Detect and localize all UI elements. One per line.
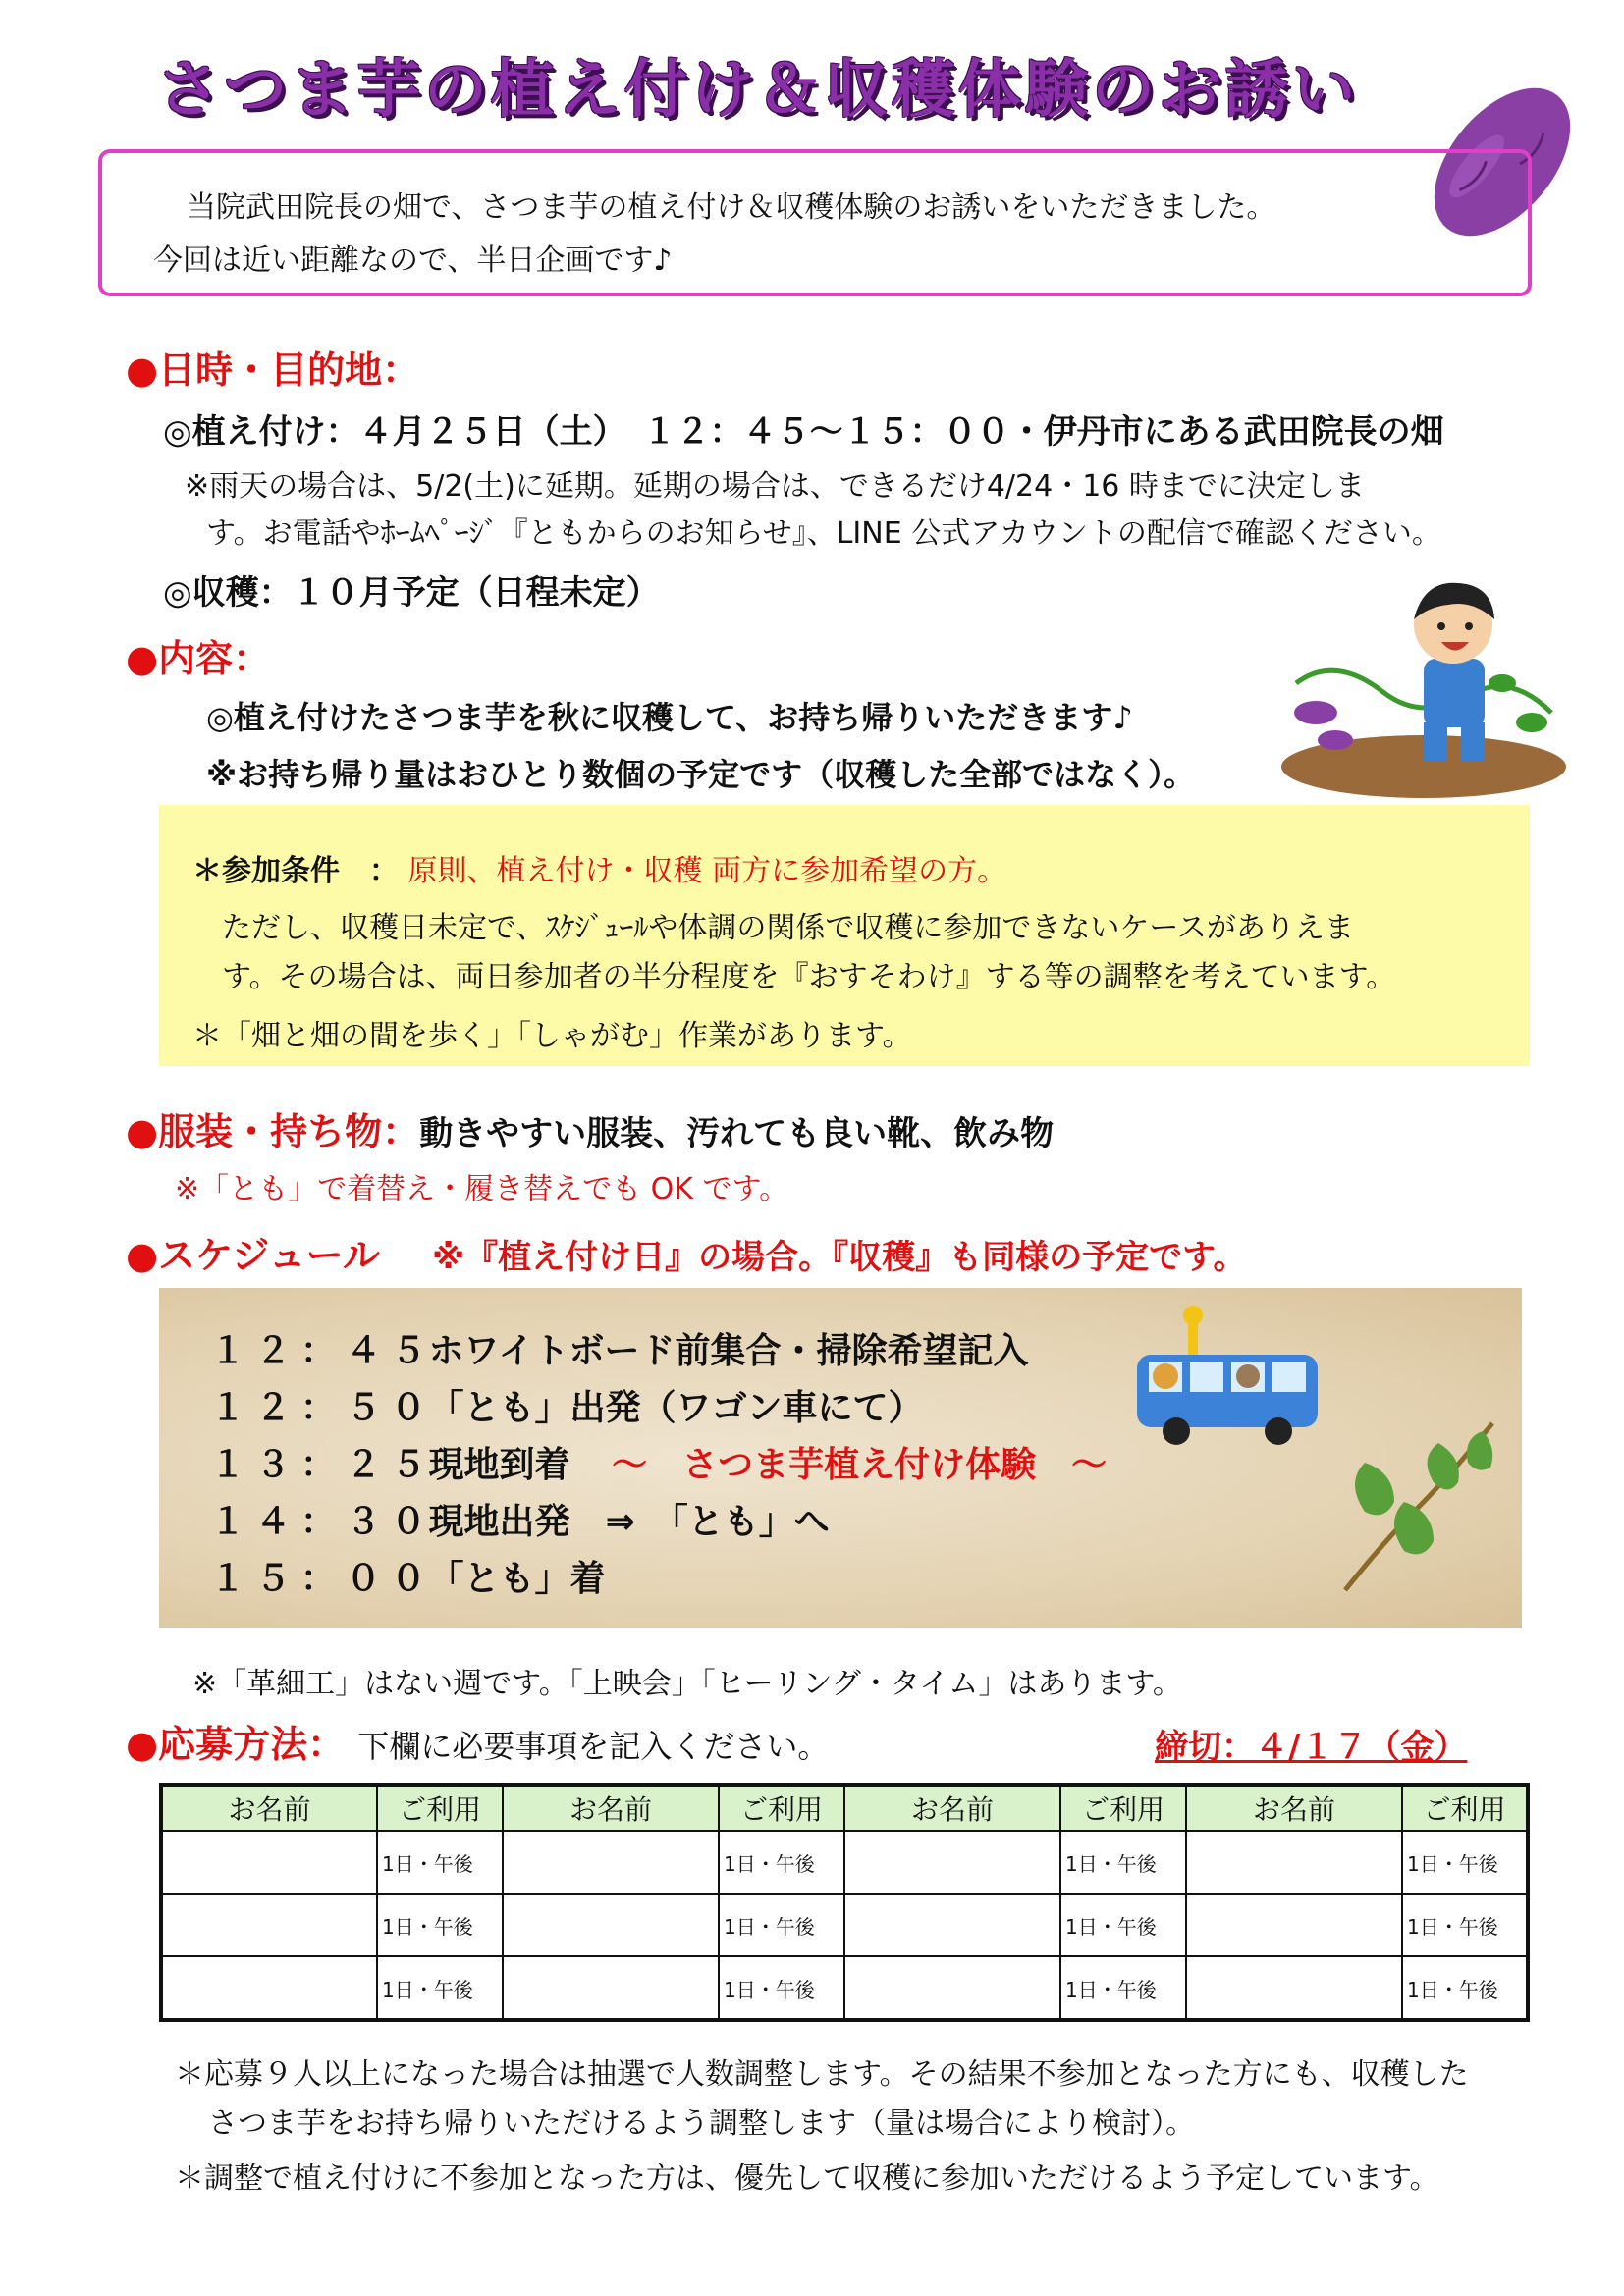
application-colon: ： bbox=[307, 1723, 346, 1766]
page-title: さつま芋の植え付け＆収穫体験のお誘い bbox=[157, 54, 1359, 127]
content-line-2: ※お持ち帰り量はおひとり数個の予定です（収穫した全部ではなく）。 bbox=[206, 756, 1196, 793]
usage-cell[interactable]: 1日・午後 bbox=[1402, 1831, 1528, 1894]
schedule-text: 現地出発 ⇒ 「とも」へ bbox=[428, 1502, 830, 1542]
usage-cell[interactable]: 1日・午後 bbox=[377, 1956, 503, 2020]
usage-cell[interactable]: 1日・午後 bbox=[719, 1831, 844, 1894]
name-cell[interactable] bbox=[503, 1831, 719, 1894]
planting-date: ◎植え付け：４月２５日（土） １２：４５〜１５：００・伊丹市にある武田院長の畑 bbox=[163, 412, 1444, 452]
rain-note-1: ※雨天の場合は、5/2(土)に延期。延期の場合は、できるだけ4/24・16 時までに決定しま bbox=[185, 469, 1365, 504]
usage-cell[interactable]: 1日・午後 bbox=[719, 1956, 844, 2020]
application-heading bbox=[126, 1714, 829, 1768]
boy-harvesting-illustration bbox=[1276, 565, 1571, 801]
schedule-text: 現地到着 bbox=[428, 1445, 570, 1485]
usage-cell[interactable]: 1日・午後 bbox=[1402, 1894, 1528, 1956]
rain-note-2: す。お電話やﾎｰﾑﾍﾟｰｼﾞ『ともからのお知らせ』、LINE 公式アカウントの配信で確認ください。 bbox=[206, 516, 1441, 551]
datetime-heading-label: ●日時・目的地 bbox=[126, 348, 383, 392]
column-header: ご利用 bbox=[719, 1785, 844, 1831]
content-colon: ： bbox=[233, 637, 271, 680]
name-cell[interactable] bbox=[161, 1956, 377, 2020]
datetime-colon: ： bbox=[382, 348, 420, 392]
name-cell[interactable] bbox=[503, 1894, 719, 1956]
schedule-time: １４：３０ bbox=[210, 1502, 437, 1542]
leaves-illustration bbox=[1326, 1404, 1502, 1600]
application-heading-label: ●応募方法 bbox=[126, 1723, 308, 1766]
column-header: お名前 bbox=[503, 1785, 719, 1831]
schedule-heading-label: ●スケジュール bbox=[126, 1234, 380, 1277]
content-heading-label: ●内容 bbox=[126, 637, 234, 680]
name-cell[interactable] bbox=[844, 1831, 1060, 1894]
table-row bbox=[161, 1831, 1528, 1894]
clothing-colon: ： bbox=[382, 1110, 420, 1153]
harvest-date: ◎収穫：１０月予定（日程未定） bbox=[163, 573, 660, 613]
clothing-heading bbox=[126, 1101, 1054, 1155]
schedule-time: １２：４５ bbox=[210, 1331, 437, 1371]
conditions-line-4: ＊「畑と畑の間を歩く」「しゃがむ」作業があります。 bbox=[192, 1019, 912, 1053]
schedule-row bbox=[210, 1551, 606, 1601]
schedule-text: ホワイトボード前集合・掃除希望記入 bbox=[428, 1331, 1029, 1371]
column-header: お名前 bbox=[1186, 1785, 1402, 1831]
usage-cell[interactable]: 1日・午後 bbox=[377, 1894, 503, 1956]
conditions-line-2: ただし、収穫日未定で、ｽｹｼﾞｭｰﾙや体調の関係で収穫に参加できないケースがありえま bbox=[222, 911, 1354, 945]
name-cell[interactable] bbox=[161, 1831, 377, 1894]
schedule-text: 「とも」出発（ワゴン車にて） bbox=[428, 1388, 924, 1428]
schedule-row bbox=[210, 1437, 1107, 1487]
usage-cell[interactable]: 1日・午後 bbox=[1402, 1956, 1528, 2020]
name-cell[interactable] bbox=[844, 1894, 1060, 1956]
deadline: 締切：４/１７（金） bbox=[1155, 1728, 1468, 1767]
usage-cell[interactable]: 1日・午後 bbox=[1060, 1831, 1186, 1894]
schedule-time: １２：５０ bbox=[210, 1388, 437, 1428]
intro-line-2: 今回は近い距離なので、半日企画です♪ bbox=[153, 243, 673, 278]
column-header: お名前 bbox=[844, 1785, 1060, 1831]
conditions-line-3: す。その場合は、両日参加者の半分程度を『おすそわけ』する等の調整を考えています。 bbox=[222, 960, 1396, 994]
footnote-1: ＊応募９人以上になった場合は抽選で人数調整します。その結果不参加となった方にも、収穫した bbox=[175, 2057, 1469, 2092]
column-header: ご利用 bbox=[377, 1785, 503, 1831]
usage-cell[interactable]: 1日・午後 bbox=[719, 1894, 844, 1956]
name-cell[interactable] bbox=[503, 1956, 719, 2020]
table-row bbox=[161, 1956, 1528, 2020]
footnote-3: ＊調整で植え付けに不参加となった方は、優先して収穫に参加いただけるよう予定しています。 bbox=[175, 2162, 1439, 2196]
column-header: お名前 bbox=[161, 1785, 377, 1831]
conditions-value: 原則、植え付け・収穫 両方に参加希望の方。 bbox=[407, 854, 1007, 888]
clothing-heading-label: ●服装・持ち物 bbox=[126, 1110, 383, 1153]
content-heading bbox=[126, 628, 270, 682]
footnote-2: さつま芋をお持ち帰りいただけるよう調整します（量は場合により検討）。 bbox=[208, 2107, 1195, 2141]
schedule-text: 「とも」着 bbox=[428, 1559, 606, 1599]
usage-cell[interactable]: 1日・午後 bbox=[1060, 1956, 1186, 2020]
schedule-row bbox=[210, 1323, 1028, 1373]
column-header: ご利用 bbox=[1060, 1785, 1186, 1831]
table-row bbox=[161, 1894, 1528, 1956]
clothing-value: 動きやすい服装、汚れても良い靴、飲み物 bbox=[419, 1114, 1055, 1153]
application-instruction: 下欄に必要事項を記入ください。 bbox=[357, 1728, 830, 1765]
clothing-note: ※「とも」で着替え・履き替えでも OK です。 bbox=[175, 1172, 789, 1206]
conditions-label: ＊参加条件 ： bbox=[192, 854, 399, 888]
conditions-line-1 bbox=[192, 846, 1006, 889]
name-cell[interactable] bbox=[1186, 1956, 1402, 2020]
name-cell[interactable] bbox=[161, 1894, 377, 1956]
bus-illustration bbox=[1129, 1306, 1326, 1453]
column-header: ご利用 bbox=[1402, 1785, 1528, 1831]
usage-cell[interactable]: 1日・午後 bbox=[377, 1831, 503, 1894]
datetime-heading bbox=[126, 340, 419, 394]
name-cell[interactable] bbox=[844, 1956, 1060, 2020]
schedule-footnote: ※「革細工」はない週です。「上映会」「ヒーリング・タイム」はあります。 bbox=[192, 1667, 1182, 1701]
content-line-1: ◎植え付けたさつま芋を秋に収穫して、お持ち帰りいただきます♪ bbox=[206, 699, 1133, 736]
application-table bbox=[159, 1783, 1530, 2022]
table-header-row bbox=[161, 1785, 1528, 1831]
schedule-time: １３：２５ bbox=[210, 1445, 437, 1485]
schedule-row bbox=[210, 1494, 830, 1544]
schedule-highlight: 〜 さつま芋植え付け体験 〜 bbox=[612, 1445, 1108, 1485]
schedule-note: ※『植え付け日』の場合。『収穫』も同様の予定です。 bbox=[432, 1238, 1247, 1277]
schedule-time: １５：００ bbox=[210, 1559, 437, 1599]
intro-line-1: 当院武田院長の畑で、さつま芋の植え付け＆収穫体験のお誘いをいただきました。 bbox=[187, 190, 1276, 225]
schedule-row bbox=[210, 1380, 924, 1430]
name-cell[interactable] bbox=[1186, 1894, 1402, 1956]
usage-cell[interactable]: 1日・午後 bbox=[1060, 1894, 1186, 1956]
name-cell[interactable] bbox=[1186, 1831, 1402, 1894]
schedule-heading bbox=[126, 1225, 1246, 1279]
